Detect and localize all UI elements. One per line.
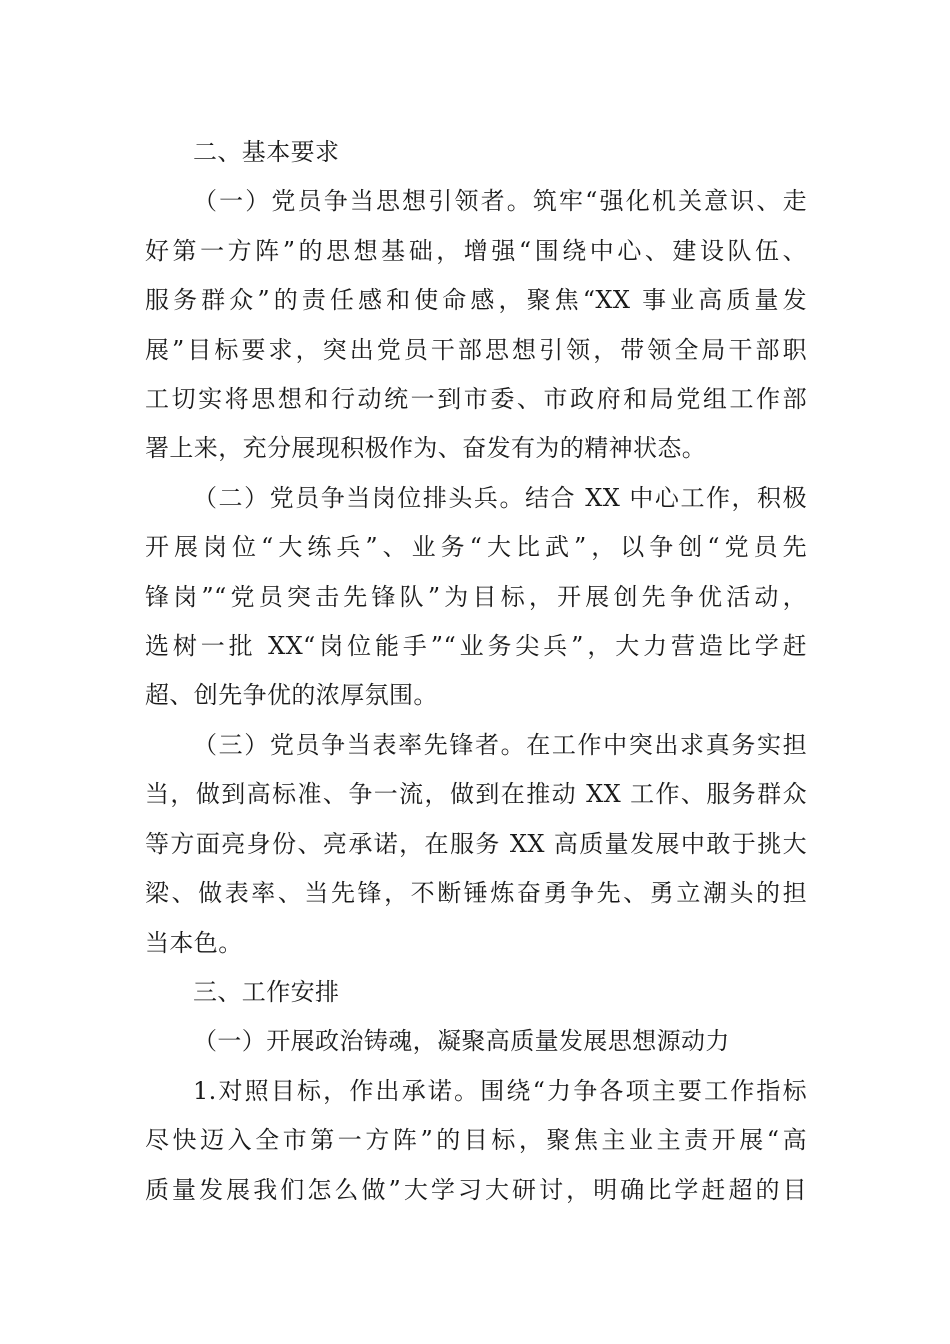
paragraph-line: 展”目标要求，突出党员干部思想引领，带领全局干部职 (145, 335, 807, 364)
paragraph-line: （三）党员争当表率先锋者。在工作中突出求真务实担 (193, 730, 807, 759)
paragraph-line: 工切实将思想和行动统一到市委、市政府和局党组工作部 (145, 385, 807, 414)
paragraph-targets-commitments (145, 1067, 807, 1215)
paragraph-post-pioneer (145, 474, 807, 721)
paragraph-line: 当本色。 (145, 928, 243, 957)
section-heading-basic-requirements (145, 128, 807, 177)
subheading-line: （一）开展政治铸魂，凝聚高质量发展思想源动力 (193, 1027, 730, 1056)
paragraph-line: 尽快迈入全市第一方阵”的目标，聚焦主业主责开展“高 (145, 1126, 807, 1155)
paragraph-line: 锋岗”“党员突击先锋队”为目标，开展创先争优活动， (145, 582, 807, 611)
paragraph-line: 选树一批 XX“岗位能手”“业务尖兵”，大力营造比学赶 (145, 632, 807, 661)
paragraph-line: （一）党员争当思想引领者。筑牢“强化机关意识、走 (193, 187, 807, 216)
paragraph-line: 1.对照目标，作出承诺。围绕“力争各项主要工作指标 (193, 1076, 807, 1105)
paragraph-exemplary-pioneer (145, 721, 807, 968)
paragraph-line: （二）党员争当岗位排头兵。结合 XX 中心工作，积极 (193, 483, 807, 512)
subheading-political-soul (145, 1017, 807, 1066)
heading-line: 二、基本要求 (193, 138, 340, 166)
paragraph-line: 当，做到高标准、争一流，做到在推动 XX 工作、服务群众 (145, 780, 807, 809)
paragraph-line: 开展岗位“大练兵”、业务“大比武”，以争创“党员先 (145, 533, 807, 562)
paragraph-line: 等方面亮身份、亮承诺，在服务 XX 高质量发展中敢于挑大 (145, 829, 807, 858)
paragraph-line: 服务群众”的责任感和使命感，聚焦“XX 事业高质量发 (145, 286, 807, 315)
document-body (145, 128, 807, 1215)
paragraph-ideological-leader (145, 177, 807, 473)
paragraph-line: 质量发展我们怎么做”大学习大研讨，明确比学赶超的目 (145, 1175, 807, 1204)
paragraph-line: 好第一方阵”的思想基础，增强“围绕中心、建设队伍、 (145, 236, 807, 265)
section-heading-work-arrangement (145, 968, 807, 1017)
paragraph-line: 梁、做表率、当先锋，不断锤炼奋勇争先、勇立潮头的担 (145, 879, 807, 908)
heading-line: 三、工作安排 (193, 977, 340, 1006)
paragraph-line: 署上来，充分展现积极作为、奋发有为的精神状态。 (145, 434, 707, 463)
paragraph-line: 超、创先争优的浓厚氛围。 (145, 681, 438, 710)
